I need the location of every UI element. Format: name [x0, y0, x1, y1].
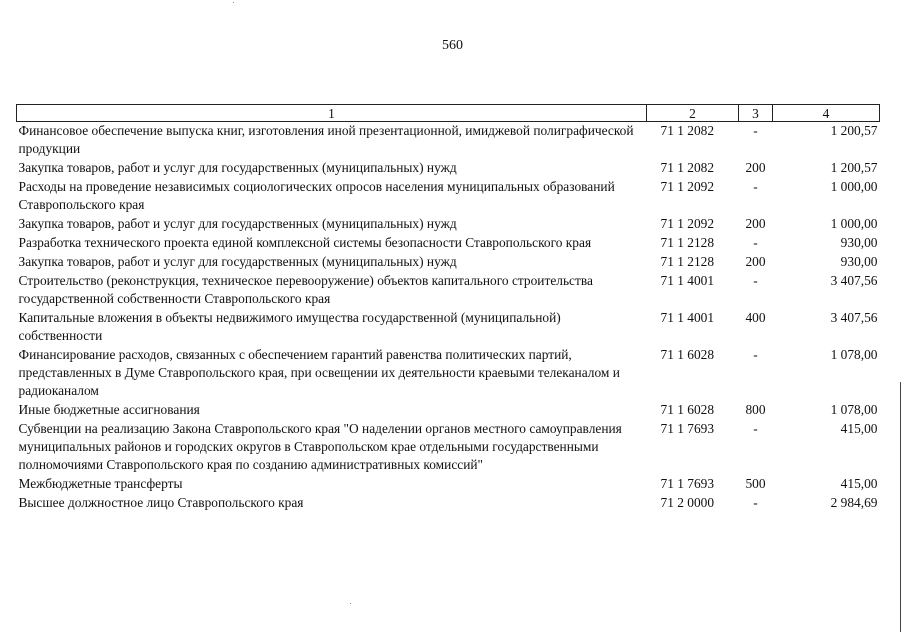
table-row	[17, 215, 880, 234]
row-amount: 930,00	[840, 254, 878, 269]
row-amount: 1 000,00	[830, 179, 878, 194]
row-expense-type: 500	[745, 476, 766, 491]
row-name: Капитальные вложения в объекты недвижимого имущества государственной (муниципальной) собственности	[18, 310, 561, 343]
table-row	[17, 178, 880, 215]
row-expense-type: -	[753, 123, 758, 138]
table-row	[17, 420, 880, 475]
row-name: Финансовое обеспечение выпуска книг, изготовления иной презентационной, имиджевой полиграфической продукции	[18, 123, 634, 156]
table-row	[17, 253, 880, 272]
row-code: 71 1 2082	[660, 160, 715, 175]
row-code: 71 1 6028	[660, 347, 715, 362]
row-amount: 1 200,57	[830, 160, 878, 175]
header-col-3: 3	[739, 105, 773, 122]
row-amount: 415,00	[840, 421, 878, 436]
table-header-row	[17, 105, 880, 122]
table-row	[17, 272, 880, 309]
row-expense-type: -	[753, 421, 758, 436]
row-code: 71 1 2128	[660, 254, 715, 269]
table-row	[17, 346, 880, 401]
row-expense-type: 200	[745, 216, 766, 231]
table-row	[17, 475, 880, 494]
row-name: Разработка технического проекта единой комплексной системы безопасности Ставропольского края	[18, 235, 592, 250]
row-code: 71 1 7693	[660, 421, 715, 436]
header-col-1: 1	[17, 105, 647, 122]
scan-speck	[350, 603, 351, 604]
row-code: 71 1 2092	[660, 216, 715, 231]
row-code: 71 2 0000	[660, 495, 715, 510]
scan-speck	[233, 2, 234, 3]
header-col-4: 4	[773, 105, 880, 122]
row-name: Иные бюджетные ассигнования	[18, 402, 200, 417]
row-code: 71 1 4001	[660, 310, 715, 325]
row-code: 71 1 6028	[660, 402, 715, 417]
row-code: 71 1 2128	[660, 235, 715, 250]
row-name: Строительство (реконструкция, техническое перевооружение) объектов капитального строительства государственной собственности Ставропольского края	[18, 273, 593, 306]
row-code: 71 1 2092	[660, 179, 715, 194]
row-expense-type: 200	[745, 254, 766, 269]
row-amount: 1 000,00	[830, 216, 878, 231]
row-name: Субвенции на реализацию Закона Ставропольского края "О наделении органов местного самоуправления муниципальных районов и городских округов в Ставропольском крае отдельными государственными полномочиями Ставропольского края по созданию административных комиссий"	[18, 421, 622, 472]
row-expense-type: 800	[745, 402, 766, 417]
row-expense-type: -	[753, 347, 758, 362]
row-name: Финансирование расходов, связанных с обеспечением гарантий равенства политических партий, представленных в Думе Ставропольского края, при освещении их деятельности краевыми телеканалом и радиоканалом	[18, 347, 620, 398]
row-expense-type: -	[753, 495, 758, 510]
row-expense-type: -	[753, 179, 758, 194]
page-number: 560	[442, 38, 463, 53]
row-amount: 1 200,57	[830, 123, 878, 138]
row-name: Закупка товаров, работ и услуг для государственных (муниципальных) нужд	[18, 216, 457, 231]
scan-edge-line	[900, 382, 901, 632]
row-expense-type: -	[753, 273, 758, 288]
header-col-2: 2	[647, 105, 739, 122]
row-name: Расходы на проведение независимых социологических опросов населения муниципальных образований Ставропольского края	[18, 179, 615, 212]
row-amount: 3 407,56	[830, 273, 878, 288]
table-row	[17, 122, 880, 160]
row-name: Межбюджетные трансферты	[18, 476, 183, 491]
row-name: Высшее должностное лицо Ставропольского края	[18, 495, 304, 510]
table-row	[17, 401, 880, 420]
row-expense-type: -	[753, 235, 758, 250]
row-code: 71 1 4001	[660, 273, 715, 288]
row-amount: 2 984,69	[830, 495, 878, 510]
table-row	[17, 309, 880, 346]
table-row	[17, 159, 880, 178]
row-expense-type: 400	[745, 310, 766, 325]
row-amount: 3 407,56	[830, 310, 878, 325]
row-name: Закупка товаров, работ и услуг для государственных (муниципальных) нужд	[18, 254, 457, 269]
table-row	[17, 234, 880, 253]
row-amount: 1 078,00	[830, 347, 878, 362]
row-expense-type: 200	[745, 160, 766, 175]
row-code: 71 1 7693	[660, 476, 715, 491]
row-amount: 930,00	[840, 235, 878, 250]
budget-table	[16, 104, 880, 513]
row-name: Закупка товаров, работ и услуг для государственных (муниципальных) нужд	[18, 160, 457, 175]
table-row	[17, 494, 880, 513]
row-amount: 1 078,00	[830, 402, 878, 417]
row-amount: 415,00	[840, 476, 878, 491]
row-code: 71 1 2082	[660, 123, 715, 138]
